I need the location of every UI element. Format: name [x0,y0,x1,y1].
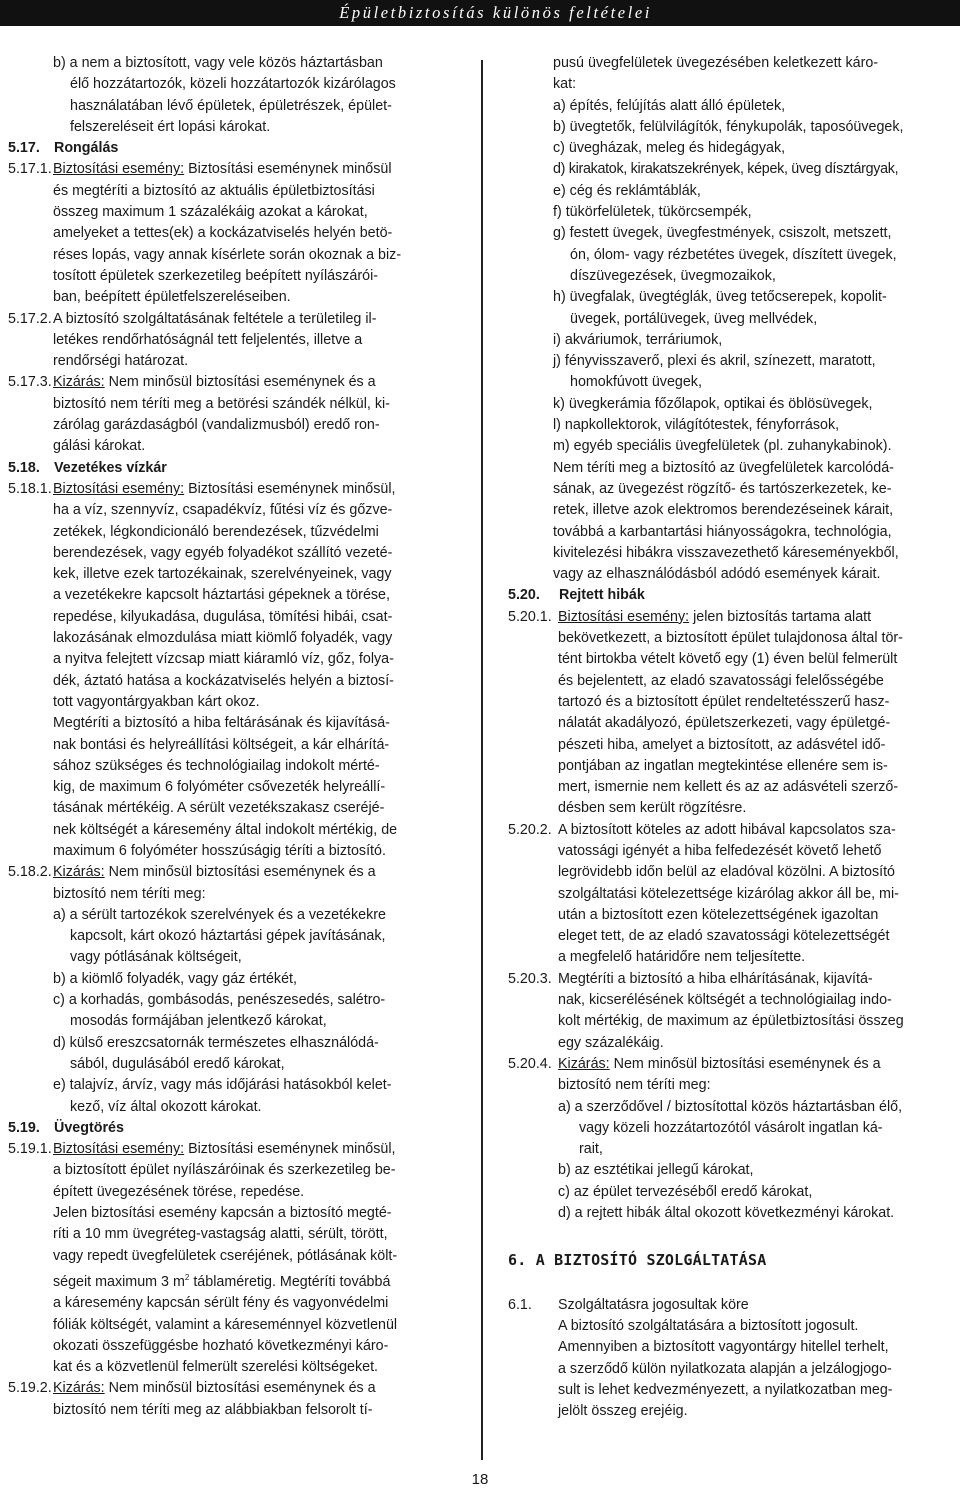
text-line: felszereléseit ért lopási károkat. [70,118,271,135]
list-item: d) külső ereszcsatornák természetes elhasználódá- [53,1034,379,1051]
list-item: b) üvegtetők, felülvilágítók, fénykupolák, taposóüvegek, [553,118,904,135]
text-line: és megtéríti a biztosító az aktuális épületbiztosítási [53,182,375,199]
list-item: b) a kiömlő folyadék, vagy gáz értékét, [53,970,297,987]
text-line: maximum 6 folyóméter hosszúságig téríti a biztosító. [53,842,386,859]
text-line: ón, ólom- vagy rézbetétes üvegek, díszített üvegek, [570,246,897,263]
text-line: A biztosító szolgáltatására a biztosított jogosult. [558,1317,859,1334]
text-line: ha a víz, szennyvíz, csapadékvíz, fűtési víz és gőzve- [53,502,393,519]
text-line: ríti a 10 mm üvegréteg-vastagság alatti, sérült, törött, [53,1226,388,1243]
text-line: szolgáltatási kötelezettsége kizárólag akkor áll be, mi- [558,885,899,902]
text-line: Nem téríti meg a biztosító az üvegfelületek karcolódá- [553,459,894,476]
label-biztositasi-esemeny: Biztosítási esemény: [53,161,185,178]
label-biztositasi-esemeny: Biztosítási esemény: [558,608,690,625]
label-biztositasi-esemeny: Biztosítási esemény: [53,1141,185,1158]
text-line: homokfúvott üvegek, [570,374,702,391]
text-line: vagy repedt üvegfelületek cseréjének, pótlásának költ- [53,1247,398,1264]
section-heading-5-20: 5.20. Rejtett hibák [508,587,645,604]
list-item: e) talajvíz, árvíz, vagy más időjárási hatásokból kelet- [53,1077,392,1094]
text-line: rendőrségi határozat. [53,353,189,370]
text-line: nak bontási és helyreállítási költségeit, a kár elhárítá- [53,736,390,753]
text-line: nak, kicserélésének költségét a technológiailag indo- [558,992,892,1009]
text-line: dék, áztató hatása a kockázatviselés helyén a biztosí- [53,672,394,689]
section-heading-5-17: 5.17. Rongálás [8,140,119,157]
text-line: és bejelentett, az eladó szavatossági felelősségébe [558,672,884,689]
list-item: k) üvegkerámia főzőlapok, optikai és öblösüvegek, [553,395,873,412]
section-heading-5-18: 5.18. Vezetékes vízkár [8,459,167,476]
label-kizaras: Kizárás: [558,1055,610,1072]
text-line: épített üvegezésének törése, repedése. [53,1183,305,1200]
paragraph-5-17-3: 5.17.3. Kizárás: Nem minősül biztosítási eseménynek és a [8,374,376,391]
label-biztositasi-esemeny: Biztosítási esemény: [53,480,185,497]
text-line: sának, az üvegezést rögzítő- és tartószerkezetek, ke- [553,480,892,497]
text-line: a biztosított épület nyílászáróinak és szerkezetileg be- [53,1162,396,1179]
text-line: retek, illetve azok elektromos berendezéseinek kárait, [553,502,894,519]
paragraph-5-20-4: 5.20.4. Kizárás: Nem minősül biztosítási eseménynek és a [508,1055,881,1072]
list-item: d) kirakatok, kirakatszekrények, képek, üveg dísztárgyak, [553,161,899,178]
header-title: Épületbiztosítás különös feltételei [339,3,652,22]
text-line: egy százalékáig. [558,1034,664,1051]
text-line: désben sem került rögzítésre. [558,800,747,817]
paragraph-6-1: 6.1. Szolgáltatásra jogosultak köre [508,1296,749,1313]
text-line: a nyitva felejtett vízcsap miatt kiáramló víz, gőz, folya- [53,651,394,668]
superscript: 2 [184,1272,190,1282]
list-item: a) építés, felújítás alatt álló épületek, [553,97,786,114]
right-column [508,53,958,1422]
paragraph-5-20-2: 5.20.2. A biztosított köteles az adott hibával kapcsolatos sza- [508,821,896,838]
text-line: rait, [579,1141,603,1158]
list-item: i) akváriumok, terráriumok, [553,331,723,348]
text-line: sából, dugulásából eredő károkat, [70,1055,285,1072]
text-line: összeg maximum 1 százalékáig azokat a károkat, [53,204,368,221]
label-kizaras: Kizárás: [53,864,105,881]
text-line: biztosító nem téríti meg a betörési szándék nélkül, ki- [53,395,390,412]
text-line: zárólag garázdaságból (vandalizmusból) eredő ron- [53,417,380,434]
text-line: élő hozzátartozók, közeli hozzátartozók kizárólagos [70,76,396,93]
text-line: vagy az elhasználódásból adódó események kárait. [553,566,881,583]
text-line: kivitelezési hibákra visszavezethető káreseményekből, [553,544,899,561]
column-divider [481,60,483,1460]
text-line: mosodás formájában jelentkező károkat, [70,1013,327,1030]
text-line: Jelen biztosítási esemény kapcsán a biztosító megté- [53,1205,392,1222]
paragraph-5-17-1: 5.17.1. Biztosítási esemény: Biztosítási eseménynek minősül [8,161,392,178]
text-line: pészeti hiba, amelyet a biztosított, az adásvétel idő- [558,736,886,753]
text-line: jelölt összeg erejéig. [558,1403,688,1420]
list-item: g) festett üvegek, üvegfestmények, csiszolt, metszett, [553,225,892,242]
text-line: vagy pótlásának költségeit, [70,949,242,966]
text-line: ségeit maximum 3 $m^2$ táblaméretig. Megtéríti továbbá [53,1272,391,1290]
text-line: tott vagyontárgyakban kárt okoz. [53,693,260,710]
text-line: kig, de maximum 6 folyóméter csővezeték helyreállí- [53,779,386,796]
left-column [8,53,454,1421]
list-item: c) üvegházak, meleg és hidegágyak, [553,140,786,157]
chapter-title: 6. A BIZTOSÍTÓ SZOLGÁLTATÁSA [508,1251,767,1270]
text-line: sához szükséges és technológiailag indokolt mérté- [53,757,380,774]
text-line: kek, illetve ezek tartozékainak, szerelvényeinek, vagy [53,566,392,583]
text-line: okozati összefüggésbe hozható következményi káro- [53,1337,389,1354]
page-header [0,0,960,26]
text-line: tartozó és a biztosított épület rendeltetésszerű hasz- [558,693,890,710]
text-line: biztosító nem téríti meg: [558,1077,711,1094]
text-line: kat: [553,76,577,93]
text-line: zetékek, légkondicionáló berendezések, tűzvédelmi [53,523,379,540]
text-line: Megtéríti a biztosító a hiba feltárásának és kijavításá- [53,715,390,732]
text-line: fóliák költségét, valamint a káreseménnyel közvetlenül [53,1316,398,1333]
text-line: gálási károkat. [53,438,146,455]
text-line: réses lopás, vagy annak kísérlete során okoznak a biz- [53,246,402,263]
text-line: biztosító nem téríti meg: [53,885,206,902]
list-item: e) cég és reklámtáblák, [553,182,701,199]
page-number: 18 [471,1471,489,1488]
text-line: a megfelelő határidőre nem teljesítette. [558,949,806,966]
label-kizaras: Kizárás: [53,1380,105,1397]
text-line: letékes rendőrhatóságnál tett feljelentés, illetve a [53,331,363,348]
text-line: használatában lévő épületek, épületrészek, épület- [70,97,392,114]
list-item: a) a sérült tartozékok szerelvények és a vezetékekre [53,906,386,923]
text-line: üvegek, portálüvegek, üveg mellvédek, [570,310,818,327]
text-line: továbbá a karbantartási hiányosságokra, technológia, [553,523,892,540]
list-item: h) üvegfalak, üvegtéglák, üveg tetőcserepek, kopolit- [553,289,887,306]
list-item: a) a szerződővel / biztosítottal közös háztartásban élő, [558,1098,903,1115]
text-line: a szerződő külön nyilatkozata alapján a jelzálogjogo- [558,1360,892,1377]
text-line: repedése, kilyukadása, dugulása, tömítési hibái, csat- [53,608,393,625]
text-line: biztosító nem téríti meg az alábbiakban felsorolt tí- [53,1401,373,1418]
text-line: bekövetkezett, a biztosított épület tulajdonosa által tör- [558,630,903,647]
text-line: pusú üvegfelületek üvegezésében keletkezett káro- [553,55,879,71]
paragraph-5-18-2: 5.18.2. Kizárás: Nem minősül biztosítási eseménynek és a [8,864,376,881]
text-line: b) a nem a biztosított, vagy vele közös háztartásban [53,55,383,71]
list-item: c) az épület tervezéséből eredő károkat, [558,1183,813,1200]
text-line: amelyeket a tettes(ek) a kockázatviselés helyén betö- [53,225,393,242]
paragraph-5-17-2: 5.17.2. A biztosító szolgáltatásának feltétele a területileg il- [8,310,377,327]
paragraph-5-20-3: 5.20.3. Megtéríti a biztosító a hiba elhárításának, kijavítá- [508,970,873,987]
paragraph-5-19-1: 5.19.1. Biztosítási esemény: Biztosítási eseménynek minősül, [8,1141,396,1158]
paragraph-5-20-1: 5.20.1. Biztosítási esemény: jelen biztosítás tartama alatt [508,608,872,625]
text-line: tént birtokba vételt követő egy (1) éven belül felmerült [558,651,898,668]
text-line: tosított épületek szerkezetileg beépített nyílászárói- [53,267,379,284]
text-line: után a biztosított ezen kötelezettségének igazoltan [558,906,879,923]
text-line: kező, víz által okozott károkat. [70,1098,262,1115]
list-item: d) a rejtett hibák által okozott következményi károkat. [558,1205,895,1222]
section-heading-5-19: 5.19. Üvegtörés [8,1119,124,1136]
list-item: m) egyéb speciális üvegfelületek (pl. zuhanykabinok). [553,438,892,455]
text-line: berendezések, vagy egyéb folyadékot szállító vezeté- [53,544,393,561]
list-item: j) fényvisszaverő, plexi és akril, színezett, maratott, [553,353,876,370]
text-line: tásának mértékéig. A sérült vezetékszakasz cseréjé- [53,800,385,817]
text-line: ban, beépített épületfelszereléseiben. [53,289,291,306]
paragraph-5-19-2: 5.19.2. Kizárás: Nem minősül biztosítási eseménynek és a [8,1380,376,1397]
text-line: nálatát akadályozó, épületszerkezeti, vagy épületgé- [558,715,891,732]
text-line: kat és a közvetlenül felmerült szerelési költségeket. [53,1359,379,1376]
list-item: l) napkollektorok, világítótestek, fényforrások, [553,417,840,434]
text-line: nek költségét a káresemény által indokolt mértékig, de [53,821,398,838]
text-line: legrövidebb időn belül az eladóval közölni. A biztosító [558,864,895,881]
text-line: a káresemény kapcsán sérült fény és vagyonvédelmi [53,1295,389,1312]
text-line: vagy közeli hozzátartozótól vásárolt ingatlan ká- [579,1119,883,1136]
paragraph-5-18-1: 5.18.1. Biztosítási esemény: Biztosítási eseménynek minősül, [8,480,396,497]
list-item: f) tükörfelületek, tükörcsempék, [553,204,752,221]
list-item: c) a korhadás, gombásodás, penészesedés, salétro- [53,992,386,1009]
text-line: lakozásának elmozdulása miatt kiömlő folyadék, vagy [53,630,393,647]
list-item: b) az esztétikai jellegű károkat, [558,1162,754,1179]
text-line: kapcsolt, kárt okozó háztartási gépek javításának, [70,928,386,945]
text-line: sult is lehet kedvezményezett, a nyilatkozatban meg- [558,1381,893,1398]
text-line: pontjában az ingatlan megtekintése ellenére sem is- [558,757,888,774]
text-line: vatossági igényét a hiba felfedezését követő lehető [558,842,882,859]
text-line: eleget tett, de az eladó szavatossági kötelezettségét [558,928,890,945]
label-kizaras: Kizárás: [53,374,105,391]
text-line: a vezetékekre kapcsolt háztartási gépeknek a törése, [53,587,390,604]
text-line: kolt mértékig, de maximum az épületbiztosítási összeg [558,1013,904,1030]
text-line: mert, ismernie nem kellett és az az adásvételi szerző- [558,779,899,796]
text-line: Amennyiben a biztosított vagyontárgy hitellel terhelt, [558,1339,889,1356]
text-line: díszüvegezések, üvegmozaikok, [570,267,776,284]
